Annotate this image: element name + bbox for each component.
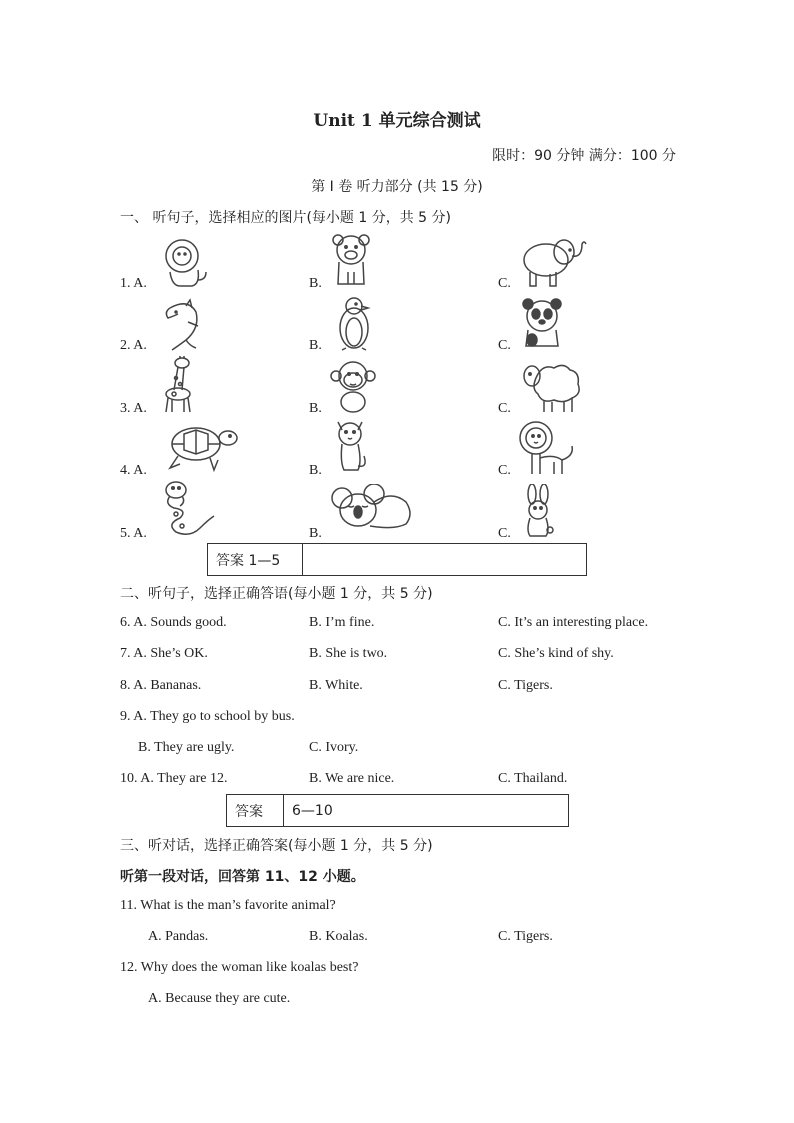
q5-option-c: C. (498, 526, 511, 541)
q3-label: 3. A. (120, 401, 147, 416)
answer-box-1-5 (207, 543, 587, 576)
rabbit-icon[interactable] (518, 484, 558, 540)
sheep-icon[interactable] (520, 360, 582, 414)
koala-icon[interactable] (330, 484, 414, 530)
q11-option-c: C. Tigers. (498, 929, 553, 944)
bear-icon[interactable] (330, 232, 372, 288)
q11-question: 11. What is the man’s favorite animal? (120, 898, 336, 913)
q5-label: 5. A. (120, 526, 147, 541)
answer-box-6-10 (226, 794, 569, 827)
q12-question: 12. Why does the woman like koalas best? (120, 960, 359, 975)
turtle-icon[interactable] (164, 420, 240, 472)
time-limit: 限时：90 分钟 满分：100 分 (492, 148, 676, 164)
q2-option-c: C. (498, 338, 511, 353)
answer-input-1-5[interactable] (303, 544, 586, 575)
section3-subheading: 听第一段对话，回答第 11、12 小题。 (120, 869, 365, 885)
q6-option-a: 6. A. Sounds good. (120, 615, 227, 630)
q8-option-b: B. White. (309, 678, 363, 693)
q1-option-c: C. (498, 276, 511, 291)
lion-icon[interactable] (160, 236, 210, 290)
q6-option-b: B. I’m fine. (309, 615, 375, 630)
part-heading: 第 I 卷 听力部分 (共 15 分) (311, 179, 483, 195)
q4-option-c: C. (498, 463, 511, 478)
lion-icon[interactable] (518, 420, 576, 476)
q9-option-b: B. They are ugly. (138, 740, 235, 755)
q11-option-a: A. Pandas. (148, 929, 209, 944)
q4-label: 4. A. (120, 463, 147, 478)
q10-option-b: B. We are nice. (309, 771, 395, 786)
section1-heading: 一、 听句子，选择相应的图片(每小题 1 分，共 5 分) (120, 210, 451, 226)
q1-option-b: B. (309, 276, 322, 291)
q7-option-b: B. She is two. (309, 646, 388, 661)
q2-option-b: B. (309, 338, 322, 353)
q8-option-a: 8. A. Bananas. (120, 678, 202, 693)
q7-option-c: C. She’s kind of shy. (498, 646, 614, 661)
q2-label: 2. A. (120, 338, 147, 353)
panda-icon[interactable] (520, 296, 564, 350)
q12-option-a: A. Because they are cute. (148, 991, 291, 1006)
elephant-icon[interactable] (520, 236, 588, 288)
q7-option-a: 7. A. She’s OK. (120, 646, 208, 661)
penguin-icon[interactable] (334, 296, 376, 352)
q8-option-c: C. Tigers. (498, 678, 553, 693)
q6-option-c: C. It’s an interesting place. (498, 615, 649, 630)
q9-option-c: C. Ivory. (309, 740, 359, 755)
q3-option-c: C. (498, 401, 511, 416)
monkey-icon[interactable] (330, 360, 376, 414)
cat-icon[interactable] (332, 418, 368, 476)
q10-option-c: C. Thailand. (498, 771, 568, 786)
giraffe-icon[interactable] (160, 356, 196, 414)
page-title: Unit 1 单元综合测试 (313, 111, 481, 131)
answer-label: 答案 (227, 795, 284, 826)
q1-label: 1. A. (120, 276, 147, 291)
snake-icon[interactable] (160, 480, 216, 540)
section3-heading: 三、听对话，选择正确答案(每小题 1 分，共 5 分) (120, 838, 433, 854)
q5-option-b: B. (309, 526, 322, 541)
q10-option-a: 10. A. They are 12. (120, 771, 228, 786)
q3-option-b: B. (309, 401, 322, 416)
answer-label: 答案 1—5 (208, 544, 303, 575)
section2-heading: 二、听句子，选择正确答语(每小题 1 分，共 5 分) (120, 586, 433, 602)
dolphin-icon[interactable] (160, 298, 202, 352)
q4-option-b: B. (309, 463, 322, 478)
answer-input-6-10[interactable]: 6—10 (292, 802, 333, 819)
q11-option-b: B. Koalas. (309, 929, 368, 944)
q9-option-a: 9. A. They go to school by bus. (120, 709, 295, 724)
